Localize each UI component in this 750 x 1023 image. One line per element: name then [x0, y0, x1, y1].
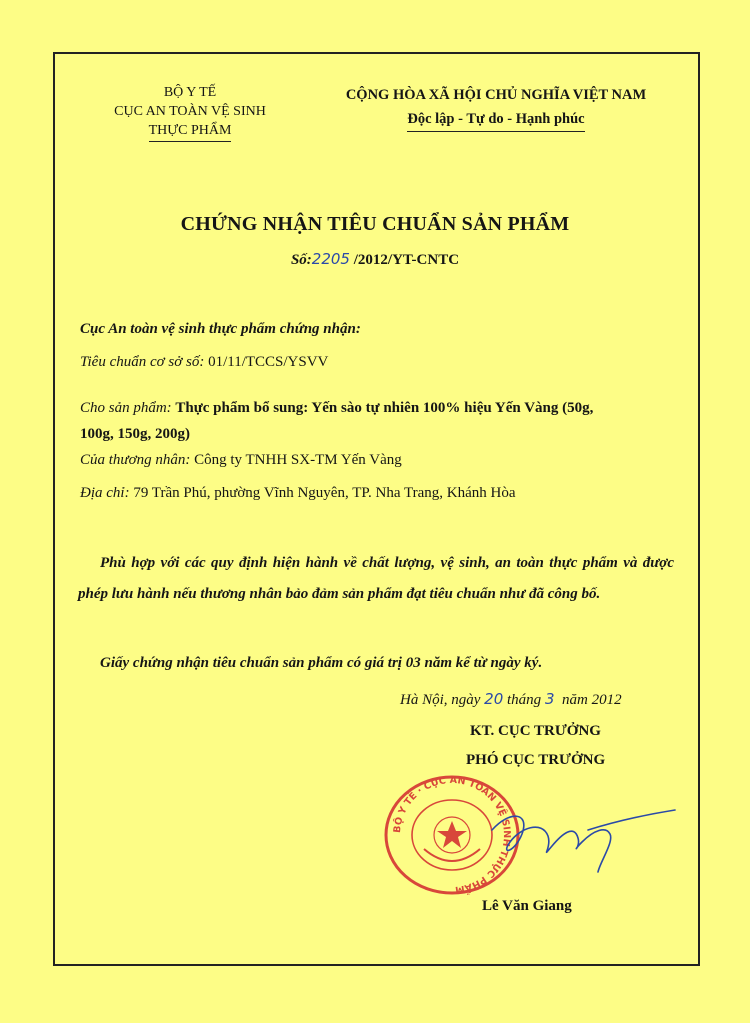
- standard-line: [80, 354, 680, 371]
- date-day: 20: [484, 690, 504, 708]
- date-prefix: Hà Nội, ngày: [400, 692, 481, 708]
- issue-date: [400, 690, 622, 709]
- merchant-line: [80, 452, 680, 469]
- merchant-value: Công ty TNHH SX-TM Yến Vàng: [194, 452, 402, 468]
- certifies-statement: Cục An toàn vệ sinh thực phẩm chứng nhận:: [80, 321, 361, 337]
- date-month-label: tháng: [507, 692, 542, 708]
- agency-department-cont: THỰC PHẨM: [149, 121, 232, 142]
- country-name: CỘNG HÒA XÃ HỘI CHỦ NGHĨA VIỆT NAM: [345, 87, 647, 103]
- number-handwritten: 2205: [311, 250, 350, 268]
- signatory-position: PHÓ CỤC TRƯỞNG: [466, 752, 606, 768]
- address-label: Địa chỉ:: [80, 485, 130, 501]
- validity-statement: Giấy chứng nhận tiêu chuẩn sản phẩm có giá trị 03 năm kể từ ngày ký.: [100, 655, 543, 671]
- merchant-label: Của thương nhân:: [80, 452, 191, 468]
- compliance-paragraph: Phù hợp với các quy định hiện hành về chất lượng, vệ sinh, an toàn thực phẩm và được phép lưu hành nếu thương nhân bảo đảm sản phẩm đạt tiêu chuẩn như đã công bố.: [78, 555, 674, 602]
- document-title: CHỨNG NHẬN TIÊU CHUẨN SẢN PHẨM: [180, 213, 570, 235]
- signer-name: Lê Văn Giang: [482, 898, 572, 914]
- product-line: [80, 395, 680, 447]
- address-line: [80, 485, 680, 502]
- stamp-text: BỘ Y TẾ · CỤC AN TOÀN VỆ SINH THỰC PHẨM: [391, 775, 513, 895]
- standard-value: 01/11/TCCS/YSVV: [208, 354, 329, 370]
- agency-department: CỤC AN TOÀN VỆ SINH: [114, 104, 266, 119]
- national-motto: Độc lập - Tự do - Hạnh phúc: [407, 107, 584, 132]
- signatory-title: KT. CỤC TRƯỞNG: [470, 723, 601, 739]
- address-value: 79 Trần Phú, phường Vĩnh Nguyên, TP. Nha Trang, Khánh Hòa: [133, 485, 516, 501]
- issuing-agency: [90, 83, 290, 142]
- standard-label: Tiêu chuẩn cơ sở số:: [80, 354, 205, 370]
- number-suffix: /2012/YT-CNTC: [353, 252, 460, 268]
- national-header: [326, 83, 666, 132]
- product-value: Thực phẩm bổ sung: Yến sào tự nhiên 100% hiệu Yến Vàng (50g,: [175, 400, 594, 416]
- date-month: 3: [544, 690, 555, 708]
- number-label: Số:: [290, 252, 312, 268]
- signature-stroke: [492, 810, 675, 872]
- date-year: năm 2012: [561, 692, 622, 708]
- product-label: Cho sản phẩm:: [80, 400, 172, 416]
- agency-ministry: BỘ Y TẾ: [163, 85, 217, 100]
- stamp-star-icon: [437, 821, 467, 848]
- handwritten-signature: [470, 790, 680, 880]
- product-value-cont: 100g, 150g, 200g): [80, 426, 190, 442]
- certificate-number: [0, 250, 750, 269]
